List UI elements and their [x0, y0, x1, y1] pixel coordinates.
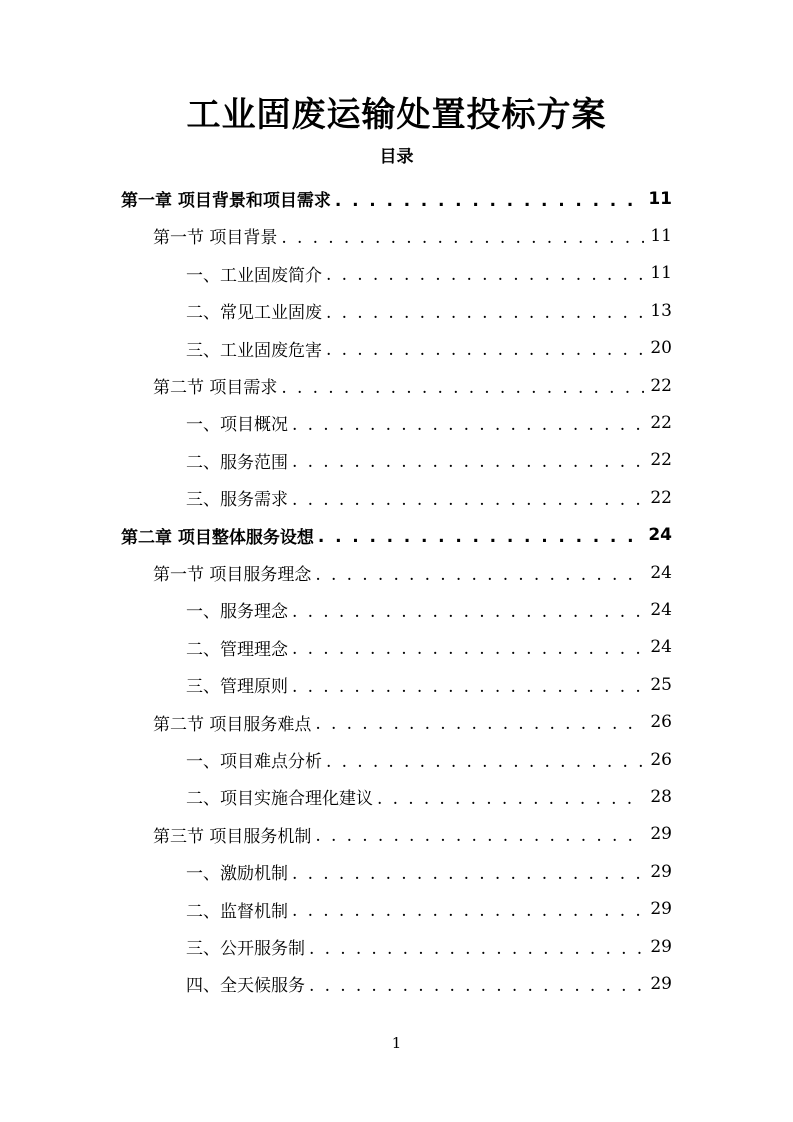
toc-entry[interactable] [153, 554, 672, 591]
toc-entry-label: 二、项目实施合理化建议 [186, 789, 373, 810]
toc-entry-label: 二、监督机制 [186, 901, 288, 922]
toc-dot-leader [326, 303, 644, 323]
toc-entry-label: 第一节 项目背景 [153, 228, 278, 249]
toc-entry[interactable] [121, 517, 672, 554]
toc-entry-page: 24 [648, 525, 672, 546]
toc-entry-label: 一、项目概况 [186, 415, 288, 436]
toc-dot-leader [292, 639, 644, 659]
toc-entry[interactable] [121, 180, 672, 217]
toc-entry-page: 29 [650, 936, 672, 957]
toc-entry[interactable] [186, 965, 672, 1002]
toc-entry-page: 11 [650, 225, 672, 246]
toc-entry-label: 三、公开服务制 [186, 939, 305, 959]
document-title: 工业固废运输处置投标方案 [186, 95, 607, 135]
toc-entry[interactable] [186, 928, 672, 965]
toc-dot-leader [326, 752, 644, 772]
toc-entry-page: 22 [650, 412, 672, 433]
toc-entry[interactable] [186, 741, 672, 778]
toc-entry-page: 24 [650, 637, 672, 658]
toc-entry-label: 三、工业固废危害 [186, 340, 322, 361]
toc-entry[interactable] [186, 778, 672, 815]
toc-entry[interactable] [186, 591, 672, 628]
toc-entry-page: 29 [650, 973, 672, 994]
toc-entry-label: 三、服务需求 [186, 490, 288, 511]
toc-entry-label: 第二章 项目整体服务设想 [121, 527, 314, 548]
toc-entry[interactable] [186, 479, 672, 516]
toc-entry-label: 一、服务理念 [186, 602, 288, 623]
toc-dot-leader [292, 602, 644, 622]
toc-entry-page: 22 [650, 487, 672, 508]
toc-entry[interactable] [186, 255, 672, 292]
toc-dot-leader [292, 901, 644, 921]
toc-dot-leader [315, 714, 644, 734]
toc-entry-label: 二、常见工业固废 [186, 303, 322, 324]
toc-entry[interactable] [186, 629, 672, 666]
toc-dot-leader [326, 265, 644, 285]
toc-dot-leader [292, 415, 644, 435]
toc-entry-page: 29 [650, 861, 672, 882]
toc-entry[interactable] [186, 891, 672, 928]
toc-dot-leader [315, 565, 644, 585]
toc-dot-leader [315, 826, 644, 846]
toc-entry-page: 26 [650, 749, 672, 770]
toc-entry-page: 24 [650, 599, 672, 620]
toc-dot-leader [292, 452, 644, 472]
toc-entry[interactable] [186, 330, 672, 367]
toc-entry-page: 26 [650, 712, 672, 733]
toc-entry-label: 二、服务范围 [186, 452, 288, 473]
toc-entry-page: 25 [650, 674, 672, 695]
toc-entry[interactable] [153, 816, 672, 853]
toc-entry[interactable] [186, 292, 672, 329]
toc-dot-leader [281, 378, 644, 398]
toc-entry-page: 29 [650, 824, 672, 845]
toc-dot-leader [292, 490, 644, 510]
toc-dot-leader [377, 789, 644, 809]
toc-entry[interactable] [186, 404, 672, 441]
toc-entry[interactable] [153, 217, 672, 254]
toc-entry-page: 11 [650, 263, 672, 284]
toc-dot-leader [292, 864, 644, 884]
toc-entry[interactable] [186, 442, 672, 479]
toc-dot-leader [309, 939, 644, 959]
toc-entry-label: 第三节 项目服务机制 [153, 826, 312, 847]
toc-entry[interactable] [186, 666, 672, 703]
toc-entry-label: 三、管理原则 [186, 677, 288, 698]
toc-entry-page: 13 [650, 300, 672, 321]
toc-dot-leader [318, 527, 642, 547]
toc-entry-page: 11 [648, 188, 672, 209]
toc-entry-page: 22 [650, 375, 672, 396]
toc-entry-label: 第二节 项目需求 [153, 378, 278, 398]
toc-dot-leader [335, 191, 642, 211]
toc-entry-page: 24 [650, 562, 672, 583]
toc-entry-label: 第一章 项目背景和项目需求 [121, 191, 331, 211]
toc-entry-page: 22 [650, 450, 672, 471]
toc-entry-label: 二、管理理念 [186, 639, 288, 660]
toc-entry-label: 四、全天候服务 [186, 976, 305, 997]
toc-entry-page: 28 [650, 786, 672, 807]
toc-entry[interactable] [186, 853, 672, 890]
toc-entry-page: 29 [650, 899, 672, 920]
toc-entry[interactable] [153, 704, 672, 741]
toc-dot-leader [326, 340, 644, 360]
toc-entry-label: 一、激励机制 [186, 864, 288, 885]
toc-dot-leader [309, 976, 644, 996]
toc-dot-leader [281, 228, 644, 248]
toc-entry-label: 第一节 项目服务理念 [153, 565, 312, 585]
toc-heading: 目录 [379, 147, 414, 167]
toc-dot-leader [292, 677, 644, 697]
page-number: 1 [391, 1034, 402, 1052]
toc-entry-page: 20 [650, 338, 672, 359]
toc-entry-label: 一、工业固废简介 [186, 265, 322, 286]
toc-entry[interactable] [153, 367, 672, 404]
toc-entry-label: 第二节 项目服务难点 [153, 714, 312, 735]
toc-entry-label: 一、项目难点分析 [186, 752, 322, 772]
